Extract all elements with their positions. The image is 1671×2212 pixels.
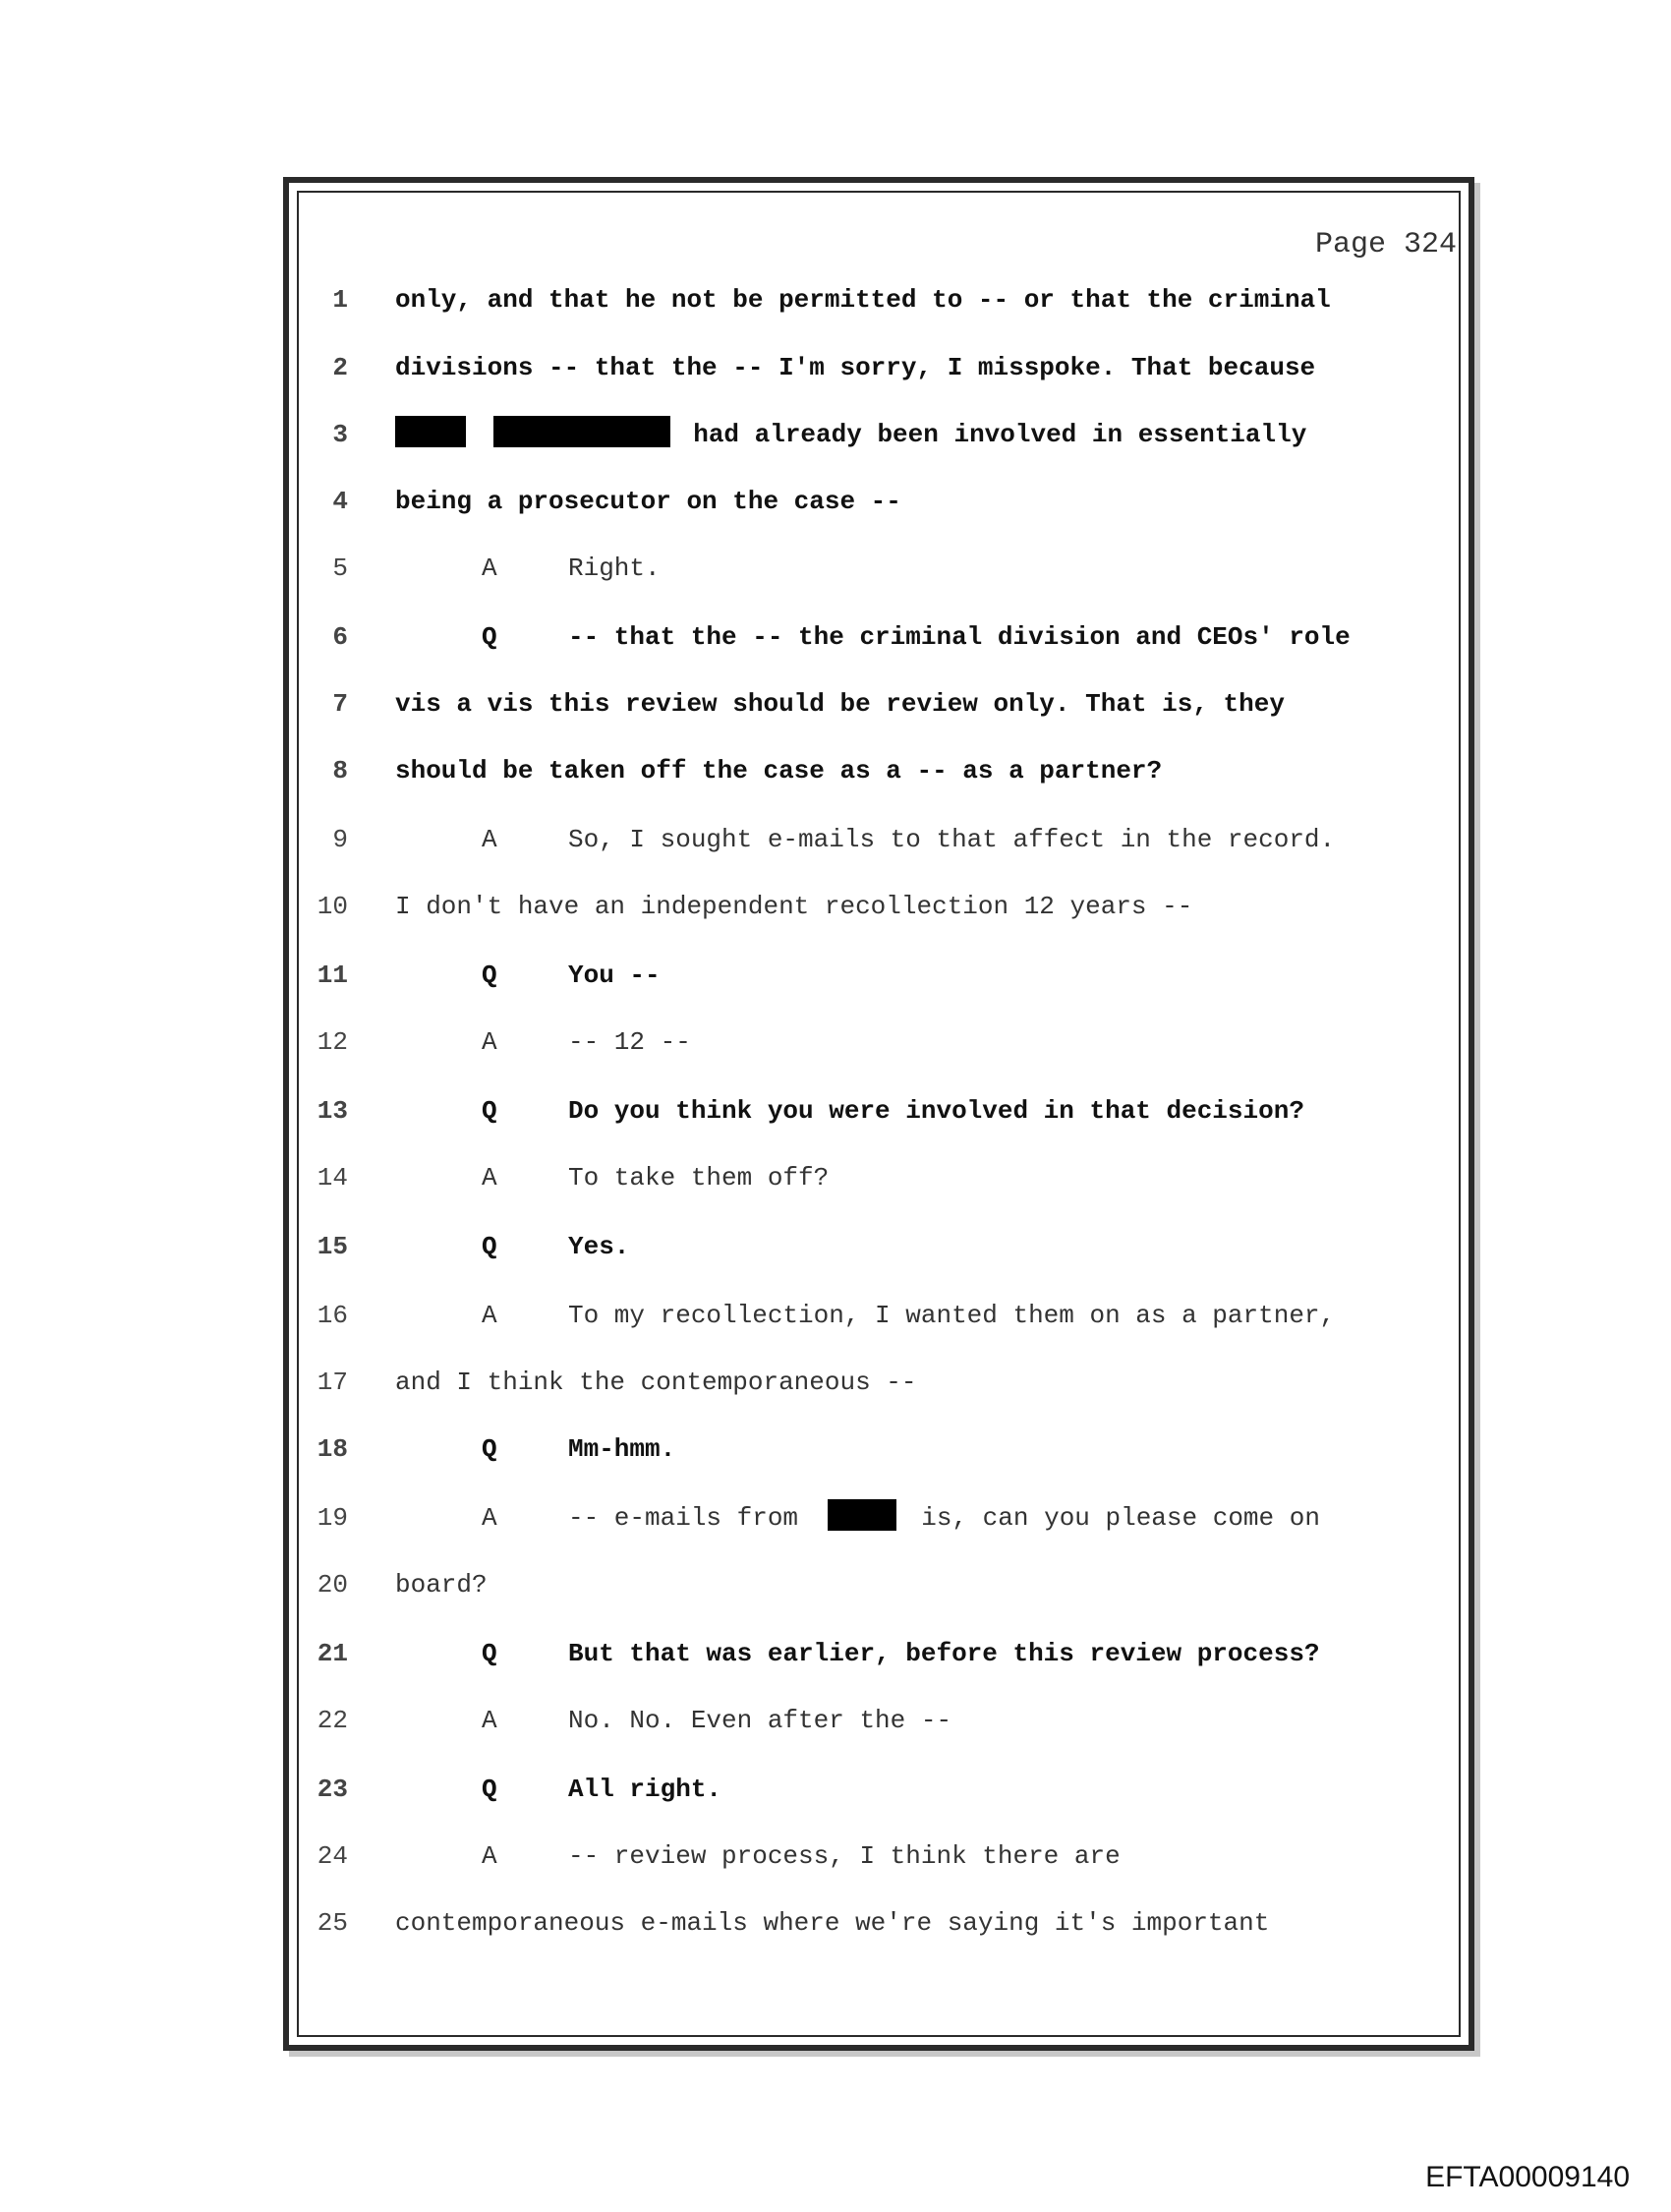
line-number: 15 [317,1232,348,1261]
line-text: -- review process, I think there are [568,1841,1121,1871]
speaker-label: A [482,1301,497,1330]
speaker-label: A [482,1706,497,1735]
redaction-block [395,416,466,447]
line-text: board? [395,1570,488,1600]
line-text: and I think the contemporaneous -- [395,1368,917,1397]
line-text: -- e-mails from [568,1503,799,1533]
transcript-line [0,1363,1671,1402]
line-number: 16 [317,1301,348,1330]
line-text: -- 12 -- [568,1027,691,1057]
line-text: should be taken off the case as a -- as a partner? [395,756,1163,786]
transcript-line [0,415,1671,454]
line-number: 10 [317,892,348,921]
line-text: vis a vis this review should be review only. That is, they [395,689,1285,719]
line-text: Do you think you were involved in that decision? [568,1096,1304,1126]
line-text: To my recollection, I wanted them on as a partner, [568,1301,1336,1330]
line-text: But that was earlier, before this review process? [568,1639,1320,1668]
transcript-line [0,280,1671,320]
line-number: 11 [317,960,348,990]
transcript-line [0,684,1671,724]
line-number: 9 [332,825,348,854]
transcript-line [0,1227,1671,1266]
line-number: 19 [317,1503,348,1533]
transcript-line [0,1565,1671,1604]
speaker-label: Q [482,622,497,652]
speaker-label: Q [482,1096,497,1126]
redaction-block [493,416,670,447]
line-text: Mm-hmm. [568,1434,676,1464]
speaker-label: A [482,1503,497,1533]
speaker-label: A [482,1163,497,1193]
line-number: 20 [317,1570,348,1600]
line-number: 13 [317,1096,348,1126]
speaker-label: Q [482,1232,497,1261]
transcript-line [0,1701,1671,1740]
transcript-line [0,617,1671,657]
line-number: 22 [317,1706,348,1735]
transcript-line [0,549,1671,588]
line-number: 14 [317,1163,348,1193]
line-text: is, can you please come on [921,1503,1320,1533]
speaker-label: A [482,1841,497,1871]
line-number: 7 [332,689,348,719]
line-number: 23 [317,1775,348,1804]
line-text: divisions -- that the -- I'm sorry, I misspoke. That because [395,353,1316,382]
line-number: 4 [332,487,348,516]
speaker-label: Q [482,1434,497,1464]
transcript-line [0,1498,1671,1538]
line-text: Right. [568,553,661,583]
speaker-label: A [482,553,497,583]
line-number: 12 [317,1027,348,1057]
transcript-line [0,1296,1671,1335]
transcript-line [0,1903,1671,1943]
line-number: 2 [332,353,348,382]
line-number: 21 [317,1639,348,1668]
transcript-line [0,1158,1671,1197]
line-number: 6 [332,622,348,652]
transcript-line [0,348,1671,387]
line-text: You -- [568,960,661,990]
line-number: 3 [332,420,348,449]
transcript-line [0,956,1671,995]
line-text: -- that the -- the criminal division and CEOs' role [568,622,1351,652]
transcript-line [0,1091,1671,1131]
line-text: had already been involved in essentially [693,420,1307,449]
transcript-line [0,887,1671,926]
line-number: 5 [332,553,348,583]
line-number: 25 [317,1908,348,1938]
line-number: 1 [332,285,348,315]
speaker-label: Q [482,1775,497,1804]
line-text: being a prosecutor on the case -- [395,487,901,516]
transcript-line [0,820,1671,859]
transcript-line [0,482,1671,521]
page-number-label: Page 324 [1314,228,1457,262]
speaker-label: Q [482,1639,497,1668]
transcript-line [0,1634,1671,1673]
line-number: 18 [317,1434,348,1464]
line-text: contemporaneous e-mails where we're saying it's important [395,1908,1270,1938]
document-id-footer: EFTA00009140 [1425,2161,1630,2193]
line-text-redacted [568,1498,1320,1538]
speaker-label: Q [482,960,497,990]
line-number: 24 [317,1841,348,1871]
line-number: 17 [317,1368,348,1397]
line-text: All right. [568,1775,722,1804]
line-number: 8 [332,756,348,786]
line-text: only, and that he not be permitted to -- or that the criminal [395,285,1331,315]
transcript-line [0,1836,1671,1876]
transcript-line [0,751,1671,790]
speaker-label: A [482,1027,497,1057]
line-text: To take them off? [568,1163,830,1193]
line-text: No. No. Even after the -- [568,1706,952,1735]
transcript-line [0,1022,1671,1062]
line-text: So, I sought e-mails to that affect in the record. [568,825,1336,854]
line-text-redacted [395,415,1306,454]
redaction-block [828,1499,896,1531]
transcript-line [0,1429,1671,1469]
transcript-line [0,1770,1671,1809]
line-text: I don't have an independent recollection 12 years -- [395,892,1193,921]
speaker-label: A [482,825,497,854]
line-text: Yes. [568,1232,630,1261]
